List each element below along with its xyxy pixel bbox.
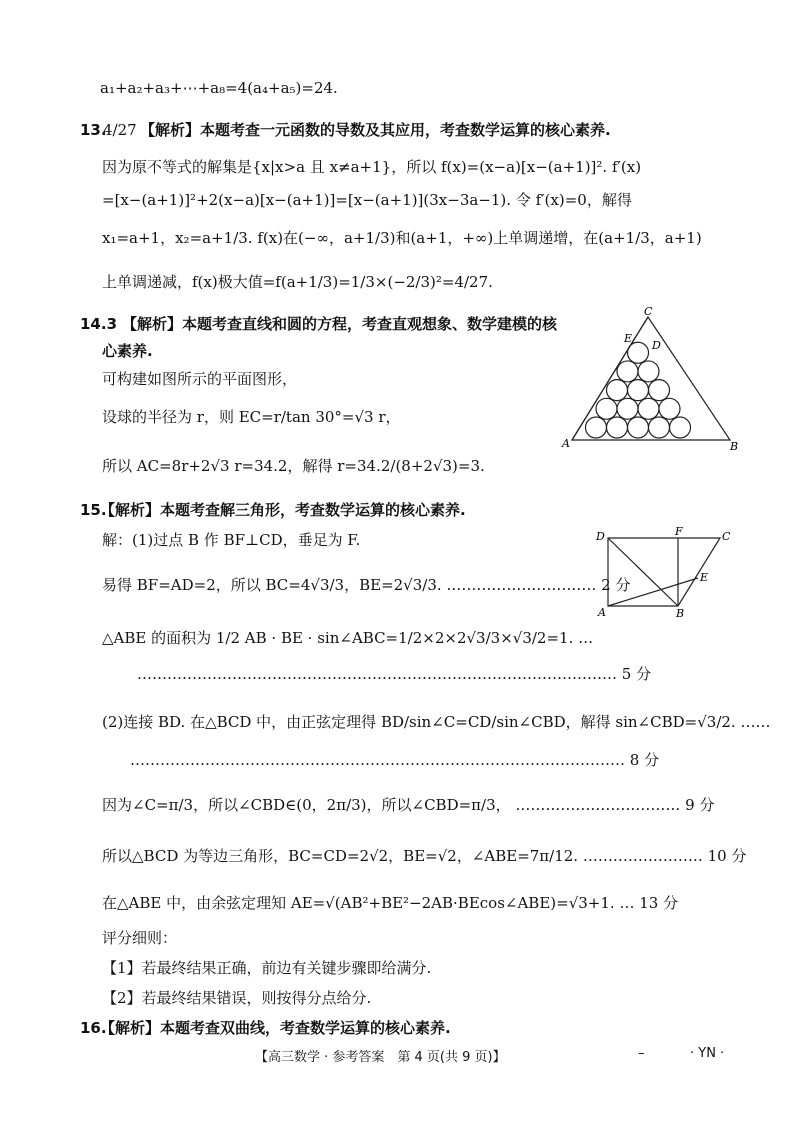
- packed-circle: [607, 417, 628, 438]
- q13-number: 13.: [80, 121, 107, 139]
- q13-line-3: x₁=a+1，x₂=a+1/3. f(x)在(−∞，a+1/3)和(a+1，+∞)上单调递增，在(a+1/3，a+1): [102, 229, 702, 247]
- line-ac: [572, 317, 648, 440]
- q15-line-5: (2)连接 BD. 在△BCD 中，由正弦定理得 BD/sin∠C=CD/sin∠CBD，解得 sin∠CBD=√3/2. ……: [102, 713, 771, 731]
- intro-line: a₁+a₂+a₃+⋯+a₈=4(a₄+a₅)=24.: [100, 79, 338, 97]
- q13-line-2: =[x−(a+1)]²+2(x−a)[x−(a+1)]=[x−(a+1)](3x−3a−1). 令 f′(x)=0，解得: [102, 191, 632, 209]
- q15-line-2: 易得 BF=AD=2，所以 BC=4√3/3，BE=2√3/3. ………………………… 2 分: [102, 576, 631, 594]
- q15-rule-2: 【2】若最终结果错误，则按得分点给分.: [102, 989, 372, 1007]
- packed-circle: [649, 380, 670, 401]
- q14-line-1: 可构建如图所示的平面图形，: [102, 370, 298, 388]
- label-e2: E: [700, 571, 709, 584]
- label-a2: A: [598, 606, 606, 619]
- footer-text: 【高三数学 · 参考答案 第 4 页(共 9 页)】: [255, 1050, 506, 1065]
- q13-line-1: 因为原不等式的解集是{x|x>a 且 x≠a+1}，所以 f(x)=(x−a)[x−(a+1)]². f′(x): [102, 158, 642, 176]
- quadrilateral-figure: [590, 526, 740, 621]
- packed-circle: [670, 417, 691, 438]
- q15-rule-1: 【1】若最终结果正确，前边有关键步骤即给满分.: [102, 959, 432, 977]
- label-d2: D: [596, 530, 605, 543]
- label-d: D: [652, 339, 661, 352]
- circles-triangle-figure: [560, 305, 740, 455]
- packed-circle: [638, 361, 659, 382]
- label-b2: B: [676, 607, 685, 620]
- label-c: C: [644, 305, 653, 318]
- q16-analysis-title: 【解析】本题考查双曲线，考查数学运算的核心素养.: [100, 1019, 451, 1037]
- q15-line-3: △ABE 的面积为 1/2 AB · BE · sin∠ABC=1/2×2×2√3/3×√3/2=1. …: [102, 629, 594, 647]
- q14-line-2: 设球的半径为 r，则 EC=r/tan 30°=√3 r，: [102, 408, 401, 426]
- label-b: B: [730, 440, 739, 453]
- packed-circle: [659, 398, 680, 419]
- q15-line-1: 解：(1)过点 B 作 BF⊥CD，垂足为 F.: [102, 531, 361, 549]
- packed-circle: [617, 398, 638, 419]
- q15-line-4: …………………………………………………………………………………… 5 分: [137, 665, 652, 683]
- label-c2: C: [722, 530, 731, 543]
- packed-circle: [617, 361, 638, 382]
- q15-line-9: 在△ABE 中，由余弦定理知 AE=√(AB²+BE²−2AB·BEcos∠ABE)=√3+1. … 13 分: [102, 894, 679, 912]
- packed-circle: [649, 417, 670, 438]
- q15-line-6: ……………………………………………………………………………………… 8 分: [130, 751, 660, 769]
- footer-dash: –: [638, 1046, 645, 1061]
- line-bd: [608, 538, 678, 606]
- q16-number: 16.: [80, 1019, 107, 1037]
- q13-answer: 4/27: [103, 121, 137, 139]
- q15-number: 15.: [80, 501, 107, 519]
- label-f: F: [675, 526, 683, 538]
- packed-circle: [596, 398, 617, 419]
- label-e: E: [624, 332, 633, 345]
- q15-line-7: 因为∠C=π/3，所以∠CBD∈(0，2π/3)，所以∠CBD=π/3， …………………………… 9 分: [102, 796, 715, 814]
- q15-rules-title: 评分细则：: [102, 929, 178, 947]
- q15-line-8: 所以△BCD 为等边三角形，BC=CD=2√2，BE=√2，∠ABE=7π/12. …………………… 10 分: [102, 847, 747, 865]
- q14-analysis-title: 【解析】本题考查直线和圆的方程，考查直观想象、数学建模的核: [122, 315, 558, 333]
- q13-analysis-title: 【解析】本题考查一元函数的导数及其应用，考查数学运算的核心素养.: [140, 121, 611, 139]
- packed-circle: [628, 417, 649, 438]
- footer-code: · YN ·: [690, 1046, 725, 1061]
- q14-line-3: 所以 AC=8r+2√3 r=34.2，解得 r=34.2/(8+2√3)=3.: [102, 457, 485, 475]
- q14-number: 14.3: [80, 315, 118, 333]
- packed-circle: [638, 398, 659, 419]
- packed-circle: [628, 380, 649, 401]
- q15-analysis-title: 【解析】本题考查解三角形，考查数学运算的核心素养.: [100, 501, 466, 519]
- label-a: A: [562, 437, 570, 450]
- q14-title-cont: 心素养.: [102, 342, 153, 360]
- packed-circle: [607, 380, 628, 401]
- q13-line-4: 上单调递减，f(x)极大值=f(a+1/3)=1/3×(−2/3)²=4/27.: [102, 273, 493, 291]
- packed-circle: [586, 417, 607, 438]
